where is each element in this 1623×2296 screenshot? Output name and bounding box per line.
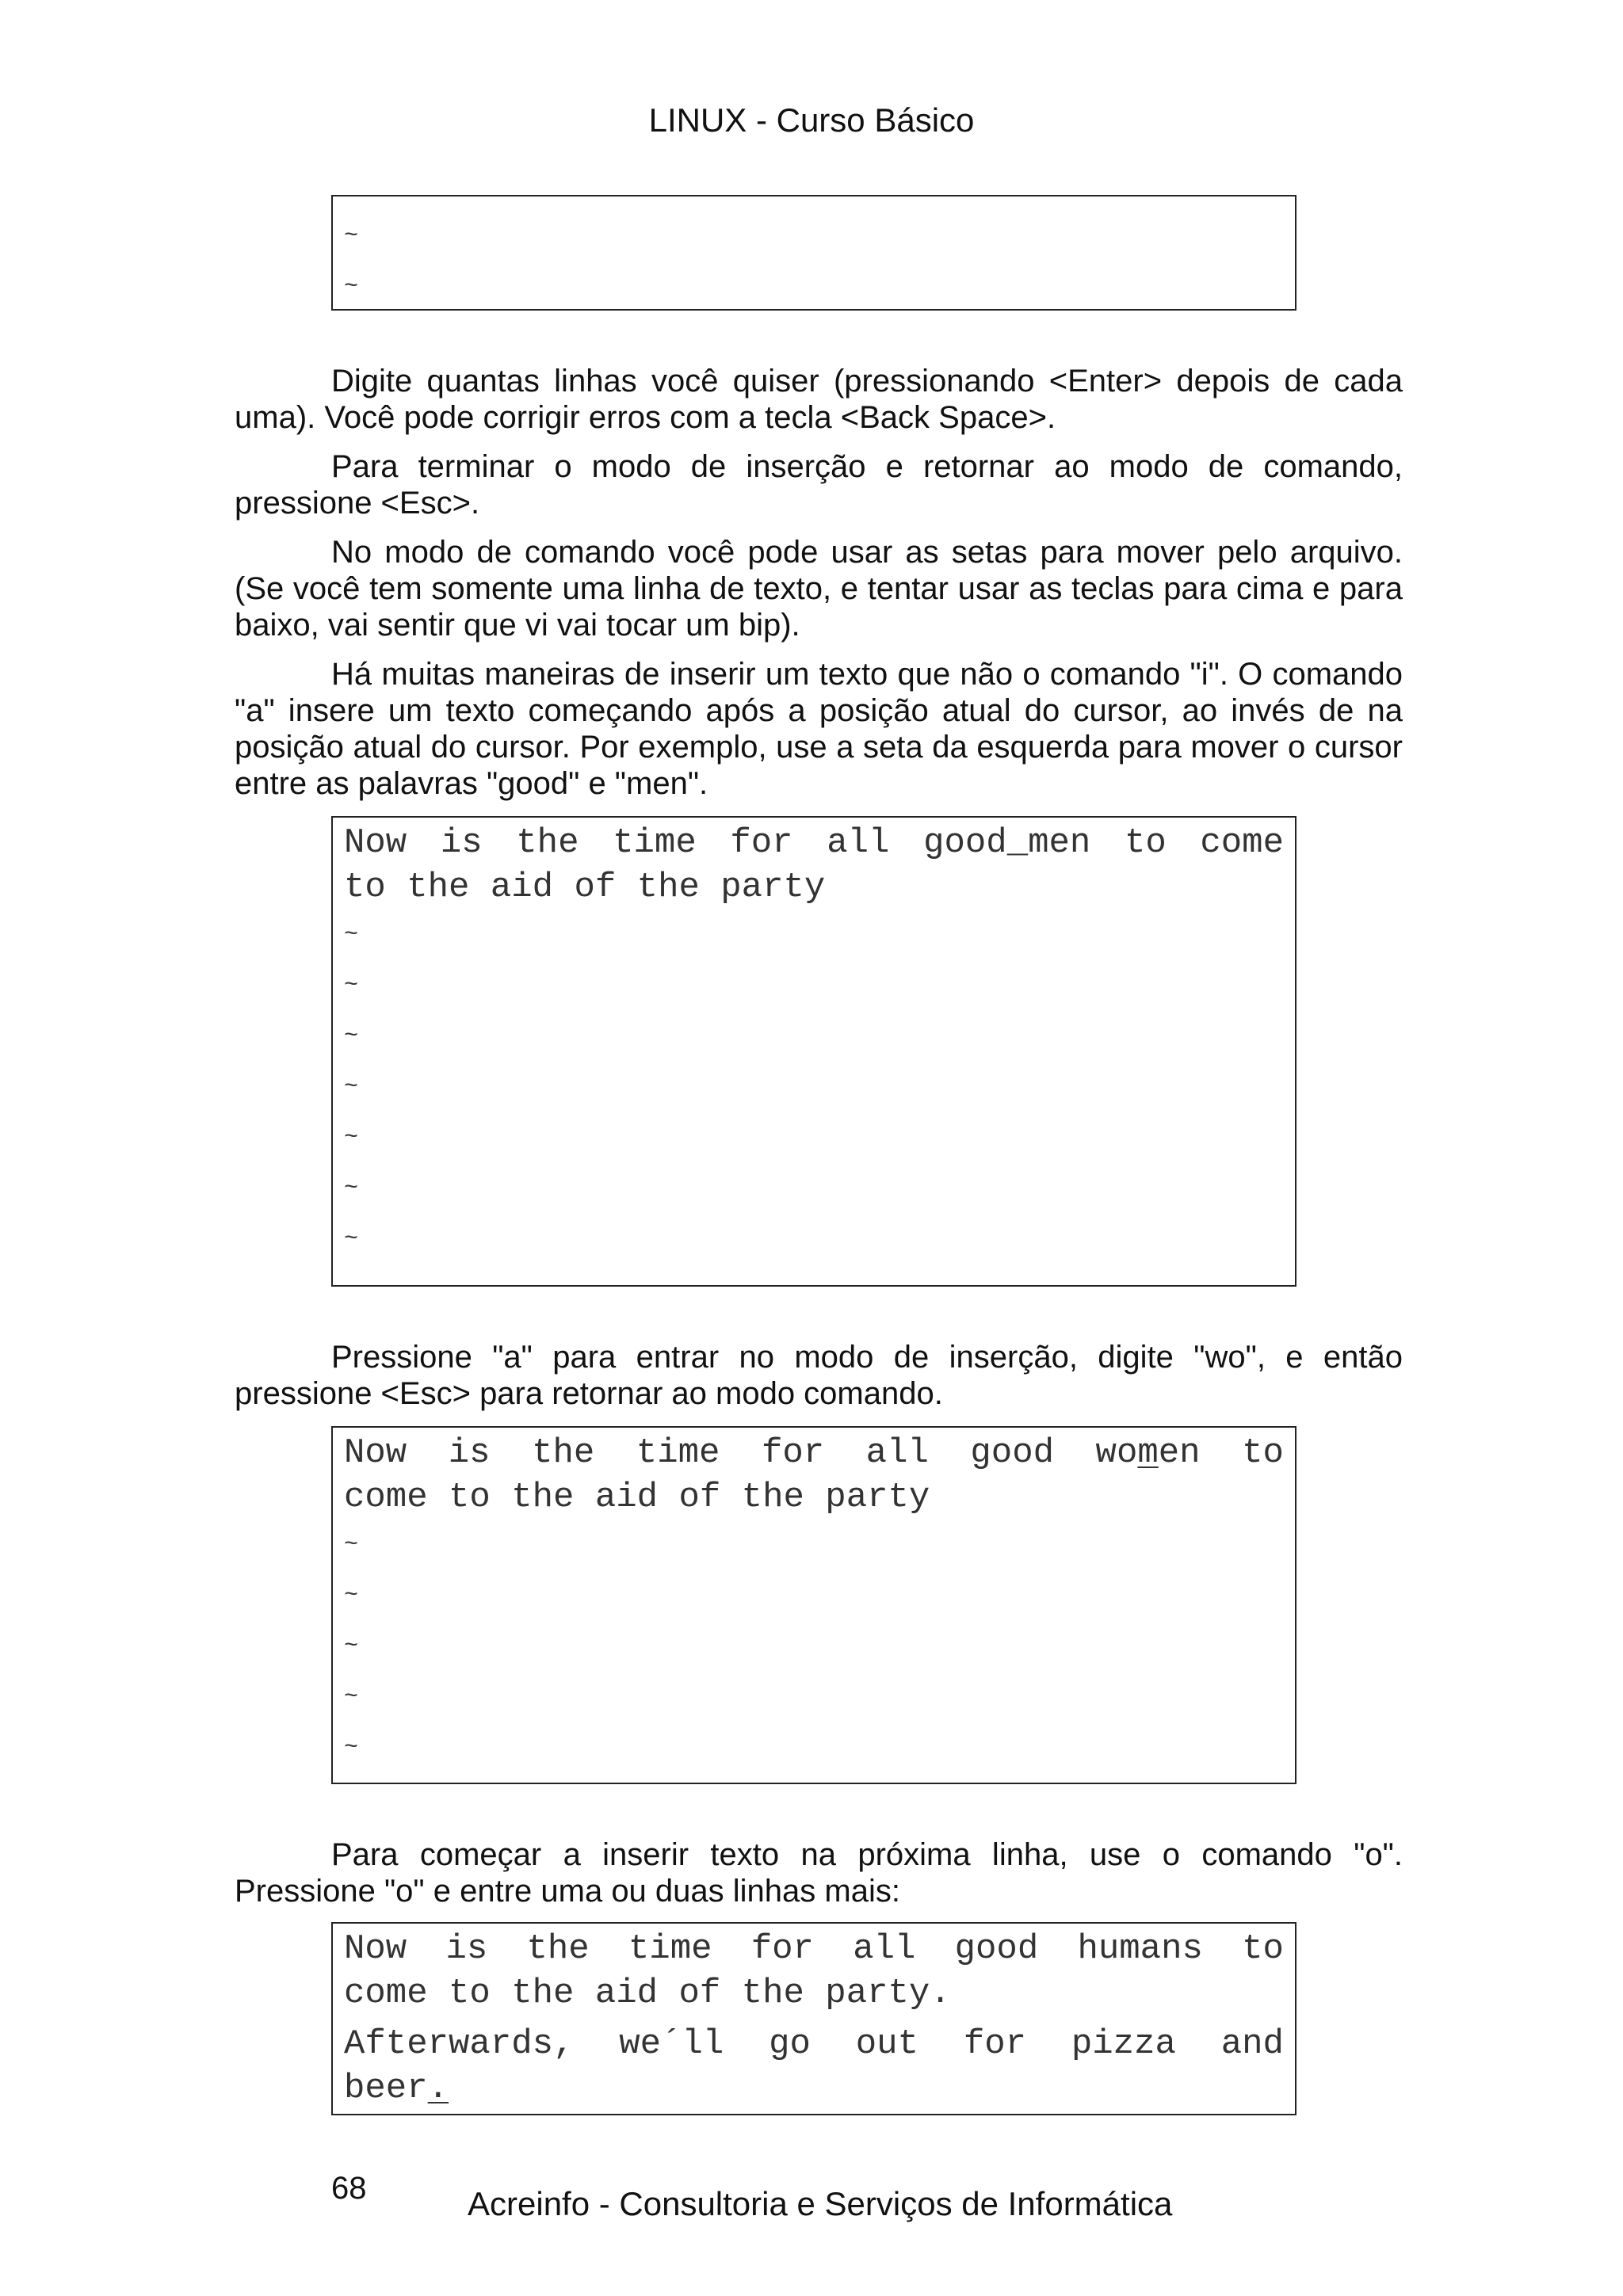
paragraph-6 [235,1836,1403,1909]
word: time [628,1929,712,1969]
word-with-cursor [923,821,1090,865]
tilde-line: ~ [344,1582,359,1609]
tilde-line: ~ [344,1074,359,1100]
tilde-line: ~ [344,1023,359,1050]
word: Afterwards, [344,2024,575,2064]
word: is [448,1433,491,1473]
editor-line-1 [344,1927,1284,1971]
word: to [1242,1433,1284,1473]
paragraph-5 [235,1339,1403,1412]
word: good [923,823,1007,863]
word: for [750,1929,814,1969]
word: we´ll [619,2024,724,2064]
paragraph-3 [235,534,1403,643]
word: out [855,2024,918,2064]
paragraph-1 [235,363,1403,436]
word-with-cursor [1096,1431,1201,1475]
word: to [1242,1929,1284,1969]
paragraph-5-text: Pressione "a" para entrar no modo de inserção, digite "wo", e então pressione <Esc> para retornar ao modo comando. [235,1340,1403,1411]
editor-line-1 [344,1431,1284,1475]
vi-screen-3 [331,1426,1296,1784]
cursor: . [427,2069,449,2108]
word: humans [1077,1929,1203,1969]
word: for [730,823,793,863]
page-number: 68 [331,2171,367,2206]
word: all [865,1433,929,1473]
word: the [532,1433,595,1473]
paragraph-4-text: Há muitas maneiras de inserir um texto que não o comando "i". O comando "a" insere um texto começando após a posição atual do cursor, ao invés de na posição atual do cursor. Por exemplo, use a seta da esquerda para mover o cursor entre as palavras "good" e "men". [235,657,1403,801]
editor-line-2: come to the aid of the party [344,1478,930,1517]
tilde-line: ~ [344,921,359,948]
paragraph-2 [235,448,1403,521]
paragraph-4 [235,656,1403,802]
word: the [526,1929,590,1969]
tilde-line: ~ [344,1684,359,1711]
tilde-line: ~ [344,1124,359,1151]
word: and [1220,2024,1284,2064]
word: good [970,1433,1055,1473]
word: go [769,2024,811,2064]
vi-screen-2 [331,816,1296,1287]
word: pizza [1071,2024,1176,2064]
paragraph-3-text: No modo de comando você pode usar as setas para mover pelo arquivo. (Se você tem somente uma linha de texto, e tentar usar as teclas para cima e para baixo, vai sentir que vi vai tocar um bip). [235,535,1403,643]
tilde-line: ~ [344,1175,359,1202]
word: Now [344,823,407,863]
word: good [954,1929,1039,1969]
page-header: LINUX - Curso Básico [648,101,975,139]
tilde-line: ~ [344,1734,359,1761]
word: Now [344,1929,407,1969]
word: time [636,1433,720,1473]
cursor: _ [1006,823,1029,863]
tilde-line: ~ [344,1531,359,1558]
word: is [445,1929,488,1969]
paragraph-6-text: Para começar a inserir texto na próxima linha, use o comando "o". Pressione "o" e entre uma ou duas linhas mais: [235,1837,1403,1909]
word: come [1200,823,1284,863]
word: beer [344,2069,428,2108]
tilde-line: ~ [344,223,359,250]
paragraph-2-text: Para terminar o modo de inserção e retornar ao modo de comando, pressione <Esc>. [235,449,1403,521]
word: all [853,1929,916,1969]
word: men [1028,823,1091,863]
word: is [440,823,483,863]
page-footer: Acreinfo - Consultoria e Serviços de Informática [468,2185,1173,2222]
tilde-line: ~ [344,1633,359,1660]
tilde-line: ~ [344,1226,359,1253]
word: en [1158,1433,1201,1473]
editor-line-2: to the aid of the party [344,868,826,907]
editor-line-2: come to the aid of the party. [344,1974,951,2013]
word: Now [344,1433,407,1473]
tilde-line: ~ [344,273,359,300]
tilde-line: ~ [344,972,359,999]
cursor: m [1137,1433,1159,1473]
word: wo [1095,1433,1138,1473]
vi-screen-1 [331,195,1296,311]
paragraph-1-text: Digite quantas linhas você quiser (pressionando <Enter> depois de cada uma). Você pode corrigir erros com a tecla <Back Space>. [235,364,1403,435]
word: for [761,1433,825,1473]
word: the [516,823,579,863]
word: for [963,2024,1027,2064]
editor-line-1 [344,821,1284,865]
word: to [1124,823,1167,863]
word: all [827,823,890,863]
word: time [613,823,697,863]
vi-screen-4 [331,1922,1296,2115]
editor-line-4 [344,2066,1284,2111]
editor-line-3 [344,2022,1284,2066]
